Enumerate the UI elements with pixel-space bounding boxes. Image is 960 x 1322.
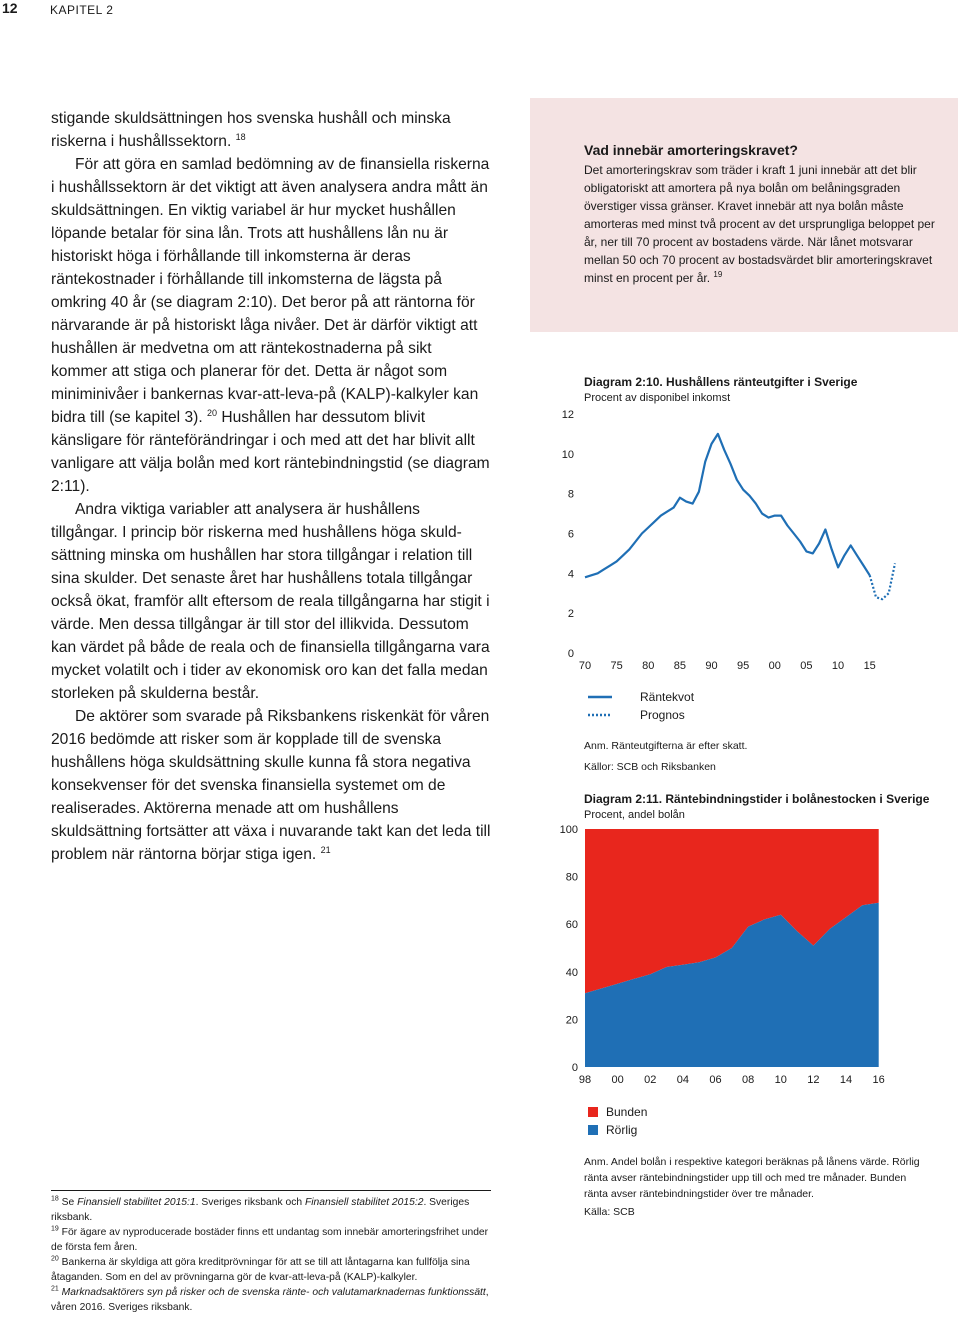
x-tick-label: 75 [610, 660, 623, 672]
x-tick-label: 16 [872, 1074, 885, 1086]
legend-label-roerlig: Rörlig [606, 1123, 638, 1137]
y-tick-label: 80 [565, 871, 578, 884]
y-tick-label: 0 [567, 648, 574, 660]
factbox [530, 98, 958, 332]
x-tick-label: 04 [676, 1074, 690, 1086]
y-tick-label: 2 [567, 608, 574, 621]
chart2-source: Källa: SCB [584, 1206, 635, 1218]
factbox-footnote-ref: 19 [713, 270, 723, 279]
x-tick-label: 80 [642, 660, 655, 672]
y-tick-label: 8 [567, 488, 574, 501]
chart1-subtitle: Procent av disponibel inkomst [584, 392, 731, 404]
factbox-title: Vad innebär amorteringskravet? [584, 142, 798, 158]
legend-label-bunden: Bunden [606, 1105, 648, 1119]
y-tick-label: 10 [561, 448, 574, 461]
body-paragraph: För att göra en samlad bedömning av de finansiella riskerna i hushållssektorn är det viktigt att även analysera andra mått än skuldsättningen. En viktig variabel är hur mycket hushållen löpande betalar för sina lån. Trots att hushållens lån nu är historiskt höga i förhållande till inkomsterna är deras räntekostnader i förhållande till inkomsterna de lägsta på omkring 40 år (se diagram 2:10). Det beror på att räntorna för närvarande är på historiskt låga nivåer. Det är därför viktigt att hushållen är medvetna om att räntekostnaderna på sikt kommer att stiga och planerar för det. Detta är något som miniminivåer i bankernas kvar-att-leva-på (KALP)-kalkyler kan bidra till (se kapitel 3). $^{20}$ Hushållen har dessutom blivit känsligare för ränteförändringar i och med att det har blivit allt vanligare att välja bolån med kort räntebindningstid (se diagram 2:11). [51, 156, 490, 495]
chart1-legend [588, 688, 694, 724]
x-tick-label: 14 [839, 1074, 853, 1086]
footnotes [51, 1190, 491, 1315]
x-tick-label: 05 [800, 660, 813, 672]
x-tick-label: 10 [774, 1074, 787, 1086]
x-tick-label: 06 [709, 1074, 722, 1086]
legend-item-bunden [588, 1103, 647, 1121]
x-tick-label: 98 [578, 1074, 592, 1086]
body-paragraph: Andra viktiga variabler att analysera är hushållens tillgångar. I princip bör riskerna med hushållens höga skuld-sättning minska om hushållen har stora tillgångar i relation till sina skulder. Det senaste året har hushållens totala tillgångar också ökat, framför allt eftersom de reala tillgångarna har stigit i värde. Men dessa tillgångar är till stor del illikvida. Dessutom kan värdet på både de reala och de finansiella tillgångarna vara mycket volatilt och i tider av ekonomisk oro kan det falla medan storleken på skulderna består. [51, 501, 490, 702]
chart2-svg [540, 815, 900, 1095]
series-line-raentekvot [585, 434, 870, 577]
legend-item-raentekvot [588, 688, 694, 706]
x-tick-label: 08 [742, 1074, 755, 1086]
y-tick-label: 40 [565, 966, 578, 979]
body-paragraph: stigande skuldsättningen hos svenska hushåll och minska riskerna i hushållssektorn. $^{18}$ [51, 110, 451, 150]
y-tick-label: 100 [559, 824, 578, 836]
x-tick-label: 12 [807, 1074, 820, 1086]
legend-line-solid [588, 694, 624, 700]
chart2-subtitle: Procent, andel bolån [584, 809, 685, 821]
page-number: 12 [2, 0, 18, 16]
body-text [51, 107, 491, 866]
x-tick-label: 02 [644, 1074, 657, 1086]
chapter-label: KAPITEL 2 [50, 3, 114, 17]
legend-item-prognos [588, 706, 694, 724]
legend-line-dashed [588, 712, 624, 718]
y-tick-label: 4 [567, 568, 574, 581]
footnote: $^{20}$ Bankerna är skyldiga att göra kreditprövningar för att se till att låntagarna kan fullfölja sina åtaganden. Som en del av prövningarna gör de kvar-att-leva-på (KALP)-kalkyler. [51, 1255, 470, 1283]
y-tick-label: 20 [565, 1014, 578, 1027]
y-tick-label: 6 [567, 528, 574, 541]
footnote: $^{18}$ Se Finansiell stabilitet 2015:1. Sveriges riksbank och Finansiell stabilitet 2015:2. Sveriges riksbank. [51, 1195, 470, 1223]
chart2-title: Diagram 2:11. Räntebindningstider i bolånestocken i Sverige [584, 792, 930, 806]
factbox-text: Det amorteringskrav som träder i kraft 1 juni innebär att det blir obligatoriskt att amortera på nya bolån om belåningsgraden överstiger vissa gränser. Kravet innebär att nya bolån måste amorteras med minst två procent av det ursprungliga beloppet per år, ner till 70 procent av bostadens värde. När lånet motsvarar mellan 50 och 70 procent av bostadsvärdet blir amorteringskravet minst en procent per år. $^{19}$ [584, 163, 935, 285]
chart1-title: Diagram 2:10. Hushållens ränteutgifter i Sverige [584, 375, 858, 389]
x-tick-label: 10 [831, 660, 845, 672]
legend-swatch-roerlig [588, 1125, 598, 1135]
x-tick-label: 15 [863, 660, 876, 672]
legend-item-roerlig [588, 1121, 647, 1139]
footnote-ref: 20 [207, 407, 218, 418]
chart2-legend [588, 1103, 647, 1139]
footnote: $^{21}$ Marknadsaktörers syn på risker och de svenska ränte- och valutamarknadernas funktionssätt, våren 2016. Sveriges riksbank. [51, 1285, 489, 1313]
chart1-svg [540, 400, 900, 680]
series-line-prognos [870, 563, 895, 599]
x-tick-label: 85 [673, 660, 687, 672]
chart2-note: Anm. Andel bolån i respektive kategori beräknas på lånens värde. Rörlig ränta avser räntebindningstider upp till och med tre månader. Bunden ränta avser räntebindningstider över tre månader. [584, 1156, 920, 1200]
footnote: $^{19}$ För ägare av nyproducerade bostäder finns ett undantag som innebär amorteringsfrihet under de första fem åren. [51, 1225, 489, 1253]
x-tick-label: 00 [611, 1074, 624, 1086]
x-tick-label: 70 [578, 660, 592, 672]
footnote-ref: 21 [320, 844, 331, 855]
chart1-note: Anm. Ränteutgifterna är efter skatt. [584, 740, 748, 752]
y-tick-label: 60 [565, 919, 578, 932]
footnote-ref: 18 [235, 131, 246, 142]
x-tick-label: 00 [768, 660, 781, 672]
y-tick-label: 0 [571, 1062, 578, 1074]
page-header [0, 0, 960, 24]
chart1-source: Källor: SCB och Riksbanken [584, 761, 716, 773]
legend-label-raentekvot: Räntekvot [640, 690, 695, 704]
y-tick-label: 12 [561, 409, 574, 421]
legend-label-prognos: Prognos [640, 708, 685, 722]
body-paragraph: De aktörer som svarade på Riksbankens riskenkät för våren 2016 bedömde att risker som är kopplade till de svenska hushållens höga skuldsättning skulle kunna få stora negativa konsekvenser för det svenska finansiella systemet om de realiserades. Aktörerna menade att om hushållens skuldsättning fortsätter att växa i nuvarande takt kan det leda till problem när räntorna börjar stiga igen. $^{21}$ [51, 708, 491, 863]
x-tick-label: 95 [737, 660, 750, 672]
legend-swatch-bunden [588, 1107, 598, 1117]
x-tick-label: 90 [705, 660, 718, 672]
